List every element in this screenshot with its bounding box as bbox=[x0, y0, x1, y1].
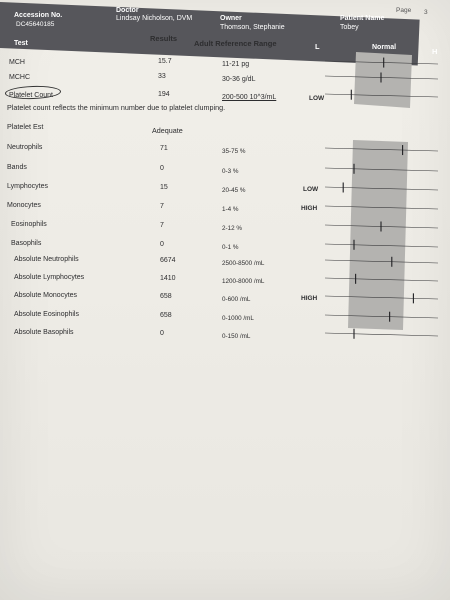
normal-range-band-diff bbox=[348, 140, 408, 330]
test-name: Platelet Count bbox=[9, 92, 53, 99]
page-number: 3 bbox=[424, 9, 428, 16]
test-name: Eosinophils bbox=[11, 221, 47, 228]
accession-value: DC45640185 bbox=[16, 21, 55, 28]
owner-label: Owner bbox=[220, 15, 242, 22]
test-name: Absolute Monocytes bbox=[14, 292, 78, 299]
test-result: 0 bbox=[160, 165, 164, 172]
test-name: Absolute Lymphocytes bbox=[14, 274, 85, 281]
doctor-label: Doctor bbox=[116, 7, 139, 14]
test-result: 15 bbox=[160, 184, 168, 191]
test-range: 20-45 % bbox=[222, 187, 246, 194]
test-result: 0 bbox=[160, 241, 164, 248]
test-result: 7 bbox=[160, 222, 164, 229]
test-result: 0 bbox=[160, 330, 164, 337]
normal-range-band-top bbox=[354, 52, 412, 108]
test-name: Absolute Neutrophils bbox=[14, 256, 79, 263]
test-range: 200-500 10^3/mL bbox=[222, 94, 277, 101]
test-result: 33 bbox=[158, 73, 166, 80]
column-normal: Normal bbox=[372, 44, 397, 51]
test-result: 15.7 bbox=[158, 58, 172, 65]
test-range: 35-75 % bbox=[222, 148, 246, 155]
test-range: 0-1000 /mL bbox=[222, 315, 254, 322]
test-range: 2500-8500 /mL bbox=[222, 260, 265, 267]
test-name: Basophils bbox=[11, 240, 42, 247]
test-range: 30-36 g/dL bbox=[222, 76, 256, 83]
clumping-note: Platelet count reflects the minimum number due to platelet clumping. bbox=[7, 103, 226, 112]
test-range: 1200-8000 /mL bbox=[222, 278, 265, 285]
test-flag: LOW bbox=[309, 95, 325, 102]
column-results: Results bbox=[150, 34, 178, 43]
test-name: Lymphocytes bbox=[7, 183, 48, 190]
test-flag: HIGH bbox=[301, 295, 318, 302]
test-result: 1410 bbox=[160, 275, 176, 282]
test-flag: HIGH bbox=[301, 205, 318, 212]
patient-value: Tobey bbox=[340, 24, 359, 31]
column-reference: Adult Reference Range bbox=[194, 39, 277, 48]
test-result: 7 bbox=[160, 203, 164, 210]
test-result: 71 bbox=[160, 145, 168, 152]
patient-label: Patient Name bbox=[340, 15, 385, 22]
test-result: 658 bbox=[160, 293, 172, 300]
test-name: Bands bbox=[7, 164, 27, 171]
page-label: Page bbox=[396, 7, 412, 14]
test-name: Neutrophils bbox=[7, 144, 43, 151]
accession-label: Accession No. bbox=[14, 12, 63, 19]
test-flag: LOW bbox=[303, 186, 319, 193]
column-low: L bbox=[315, 42, 320, 51]
platelet-est-result: Adequate bbox=[152, 126, 183, 135]
test-name: MCHC bbox=[9, 74, 30, 81]
test-name: Absolute Eosinophils bbox=[14, 311, 79, 318]
column-high: H bbox=[432, 47, 438, 56]
test-range: 11-21 pg bbox=[222, 61, 250, 68]
test-range: 0-1 % bbox=[222, 244, 239, 251]
owner-value: Thomson, Stephanie bbox=[220, 24, 285, 31]
test-name: MCH bbox=[9, 59, 25, 66]
column-test: Test bbox=[14, 40, 28, 47]
test-range: 1-4 % bbox=[222, 206, 239, 213]
test-range: 0-3 % bbox=[222, 168, 239, 175]
doctor-value: Lindsay Nicholson, DVM bbox=[116, 15, 193, 22]
diff-row-10-axis bbox=[325, 333, 438, 336]
test-name: Absolute Basophils bbox=[14, 329, 74, 336]
test-range: 0-150 /mL bbox=[222, 333, 251, 340]
test-range: 0-600 /mL bbox=[222, 296, 251, 303]
test-result: 194 bbox=[158, 91, 170, 98]
platelet-est-name: Platelet Est bbox=[7, 122, 44, 131]
test-result: 6674 bbox=[160, 257, 176, 264]
test-range: 2-12 % bbox=[222, 225, 242, 232]
test-result: 658 bbox=[160, 312, 172, 319]
test-name: Monocytes bbox=[7, 202, 41, 209]
